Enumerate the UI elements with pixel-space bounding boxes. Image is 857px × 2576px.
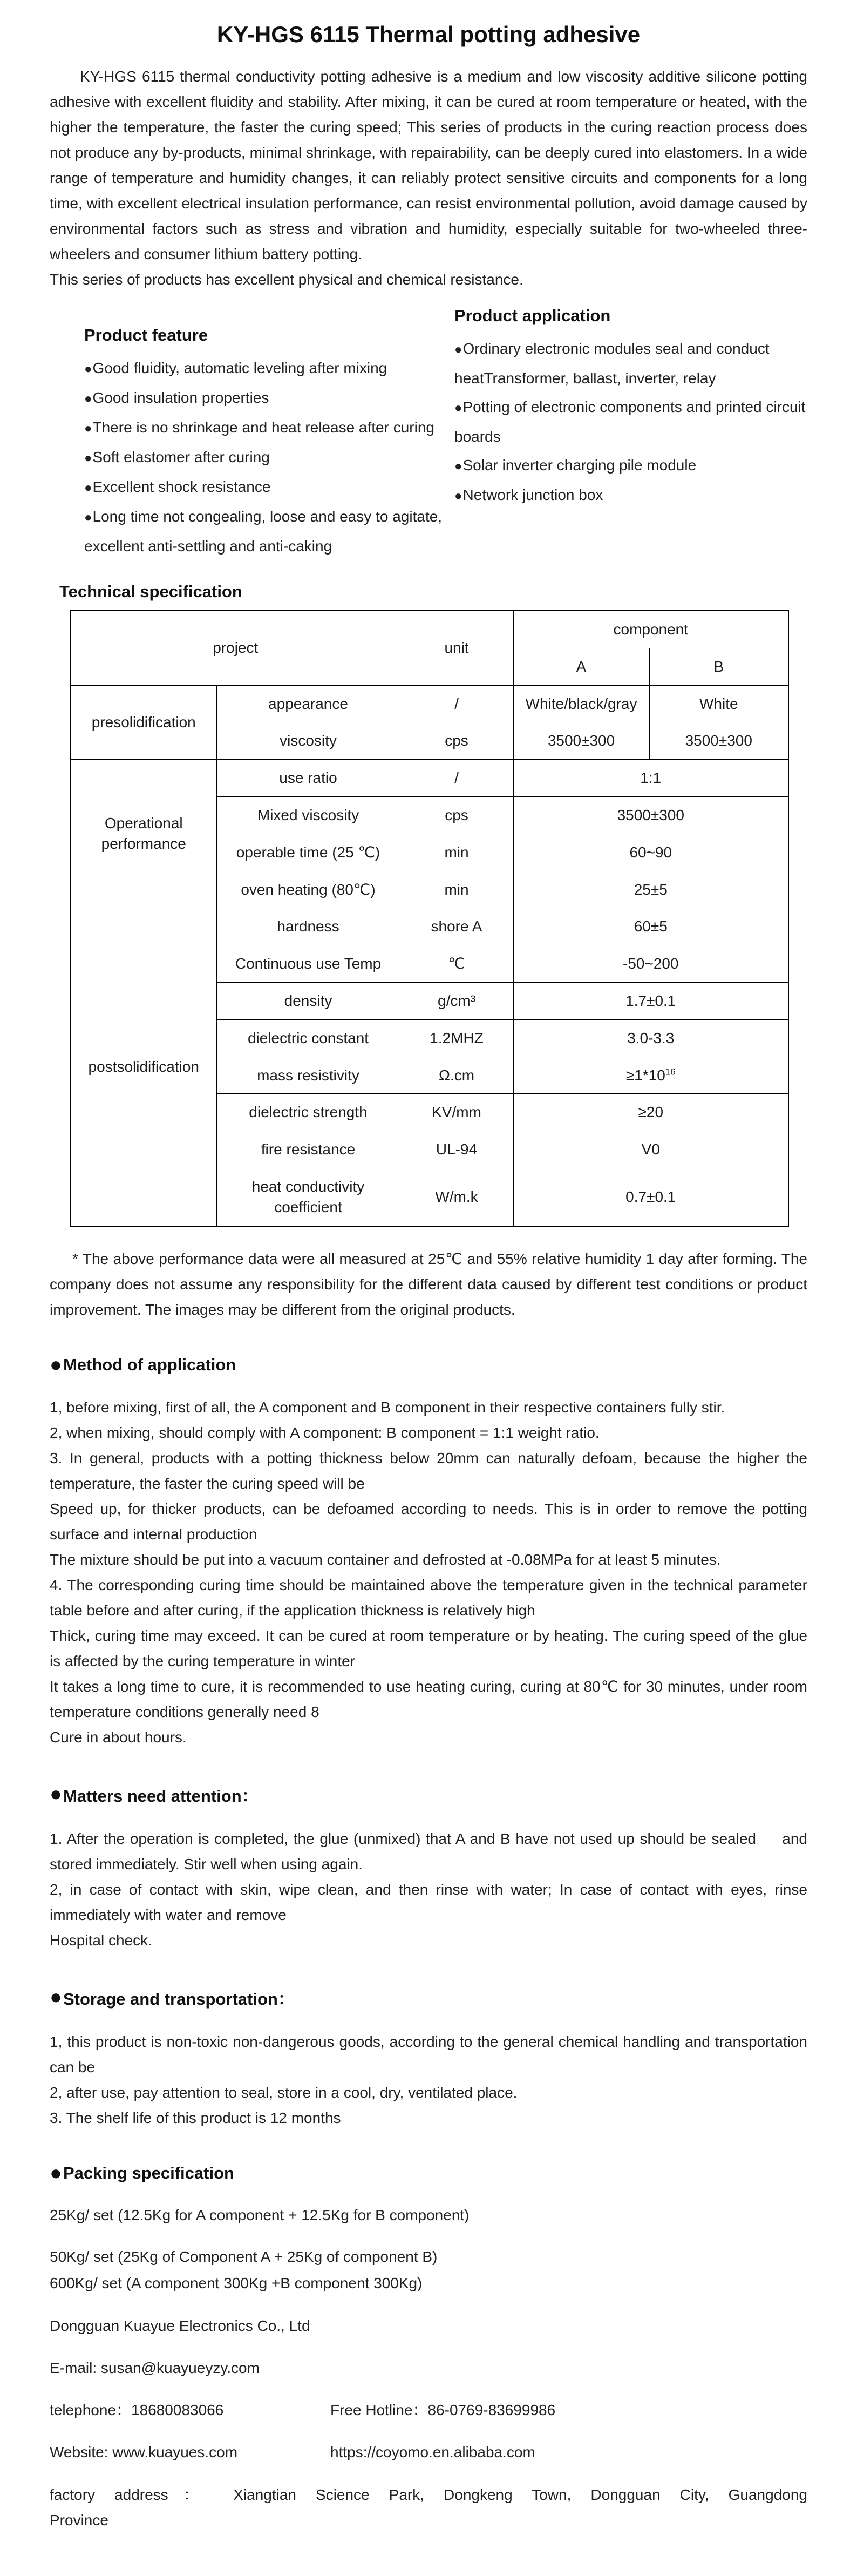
table-row <box>71 760 788 797</box>
packing-item: 50Kg/ set (25Kg of Component A + 25Kg of component B) <box>50 2248 438 2265</box>
bullet-icon: ● <box>84 510 92 525</box>
table-row <box>71 685 788 722</box>
disclaimer-note: * The above performance data were all measured at 25℃ and 55% relative humidity 1 day after forming. The company does not assume any responsibility for the different data caused by different test conditions or product improvement. The images may be different from the original products. <box>50 1250 807 1318</box>
spec-value-cell <box>513 1057 788 1094</box>
spec-param-cell: density <box>216 982 400 1019</box>
product-feature-list <box>84 354 454 560</box>
attention-section-body <box>50 1826 812 1953</box>
bullet-icon: ● <box>84 391 92 406</box>
spec-value-a-cell: White/black/gray <box>513 685 649 722</box>
spec-param-cell: Continuous use Temp <box>216 945 400 983</box>
spec-value-cell: V0 <box>513 1131 788 1168</box>
section-bullet-icon: ● <box>50 2161 62 2185</box>
spec-unit-cell: Ω.cm <box>400 1057 513 1094</box>
method-section-body <box>50 1395 807 1750</box>
method-paragraph: The mixture should be put into a vacuum container and defrosted at -0.08MPa for at least 5 minutes. <box>50 1551 721 1568</box>
spec-param-cell: operable time (25 ℃) <box>216 834 400 871</box>
technical-specification-table <box>70 610 789 1227</box>
spec-value-cell: 1:1 <box>513 760 788 797</box>
spec-header-a: A <box>513 648 649 685</box>
spec-value-cell: ≥20 <box>513 1094 788 1131</box>
feature-list-item <box>84 443 454 472</box>
application-item-label: Solar inverter charging pile module <box>462 457 697 474</box>
spec-value-cell: -50~200 <box>513 945 788 983</box>
storage-paragraph: 3. The shelf life of this product is 12 months <box>50 2109 341 2126</box>
spec-param-cell: mass resistivity <box>216 1057 400 1094</box>
spec-value-a-cell: 3500±300 <box>513 722 649 760</box>
spec-param-cell: dielectric strength <box>216 1094 400 1131</box>
storage-paragraph: 2, after use, pay attention to seal, store in a cool, dry, ventilated place. <box>50 2084 518 2101</box>
spec-value-cell: 3.0-3.3 <box>513 1019 788 1057</box>
spec-param-cell: hardness <box>216 908 400 945</box>
spec-unit-cell: cps <box>400 722 513 760</box>
spec-value-cell: 3500±300 <box>513 796 788 834</box>
telephone-line <box>50 2398 807 2423</box>
factory-address-line1: factory address： Xiangtian Science Park, Dongkeng Town, Dongguan City, Guangdong <box>50 2486 807 2503</box>
spec-unit-cell: ℃ <box>400 945 513 983</box>
spec-value-b-cell: White <box>649 685 788 722</box>
application-list-item <box>454 334 807 393</box>
bullet-icon: ● <box>84 362 92 376</box>
spec-unit-cell: min <box>400 834 513 871</box>
spec-header-project: project <box>71 611 400 685</box>
feature-item-label: Good insulation properties <box>92 389 269 406</box>
table-row <box>71 908 788 945</box>
packing-item: 25Kg/ set (12.5Kg for A component + 12.5Kg for B component) <box>50 2206 470 2223</box>
method-paragraph: It takes a long time to cure, it is recommended to use heating curing, curing at 80℃ for 30 minutes, under room temperature conditions generally need 8 <box>50 1678 807 1720</box>
spec-category-cell: Operational performance <box>71 760 216 908</box>
email-line: E-mail: susan@kuayueyzy.com <box>50 2359 260 2376</box>
feature-item-label: Soft elastomer after curing <box>92 449 270 465</box>
spec-unit-cell: 1.2MHZ <box>400 1019 513 1057</box>
telephone-number: telephone：18680083066 <box>50 2401 224 2418</box>
storage-paragraph: 1, this product is non-toxic non-dangerous goods, according to the general chemical handling and transportation can be <box>50 2033 807 2075</box>
website-url: Website: www.kuayues.com <box>50 2443 238 2460</box>
spec-unit-cell: g/cm³ <box>400 982 513 1019</box>
application-item-label: Potting of electronic components and printed circuit boards <box>454 398 806 445</box>
attention-paragraph: 2, in case of contact with skin, wipe clean, and then rinse with water; In case of contact with eyes, rinse immediately with water and remove <box>50 1881 807 1923</box>
product-feature-column <box>50 306 454 560</box>
method-paragraph: 4. The corresponding curing time should be maintained above the temperature given in the technical parameter table before and after curing, if the application thickness is relatively high <box>50 1576 807 1619</box>
attention-paragraph: 1. After the operation is completed, the glue (unmixed) that A and B have not used up should be sealed and stored immediately. Stir well when using again. <box>50 1830 812 1872</box>
company-name: Dongguan Kuayue Electronics Co., Ltd <box>50 2317 310 2334</box>
bullet-icon: ● <box>84 421 92 436</box>
bullet-icon: ● <box>454 342 462 357</box>
packing-list <box>50 2202 807 2296</box>
section-bullet-icon: ● <box>50 1783 62 1806</box>
feature-list-item <box>84 354 454 383</box>
storage-section-body <box>50 2029 807 2131</box>
spec-param-cell: fire resistance <box>216 1131 400 1168</box>
method-paragraph: 1, before mixing, first of all, the A component and B component in their respective containers fully stir. <box>50 1398 725 1416</box>
feature-item-label: Good fluidity, automatic leveling after mixing <box>92 360 387 376</box>
section-bullet-icon: ● <box>50 1986 62 2009</box>
application-item-label: Ordinary electronic modules seal and conduct heatTransformer, ballast, inverter, relay <box>454 340 770 387</box>
spec-category-cell: postsolidification <box>71 908 216 1226</box>
technical-specification-heading: Technical specification <box>59 582 242 601</box>
attention-heading-label: Matters need attention： <box>63 1786 259 1806</box>
method-paragraph: Speed up, for thicker products, can be defoamed according to needs. This is in order to remove the potting surface and internal production <box>50 1500 807 1543</box>
attention-paragraph: Hospital check. <box>50 1931 152 1949</box>
spec-param-cell: heat conductivity coefficient <box>216 1168 400 1226</box>
feature-item-label: There is no shrinkage and heat release after curing <box>92 419 434 436</box>
spec-header-b: B <box>649 648 788 685</box>
mass-resistivity-value: ≥1*10 <box>625 1066 665 1084</box>
feature-list-item <box>84 502 454 560</box>
bullet-icon: ● <box>84 451 92 465</box>
spec-param-cell: Mixed viscosity <box>216 796 400 834</box>
method-paragraph: Thick, curing time may exceed. It can be cured at room temperature or by heating. The curing speed of the glue is affected by the curing temperature in winter <box>50 1627 807 1669</box>
page-title: KY-HGS 6115 Thermal potting adhesive <box>216 22 641 47</box>
storage-section-heading <box>50 1985 807 2010</box>
spec-unit-cell: UL-94 <box>400 1131 513 1168</box>
spec-param-cell: use ratio <box>216 760 400 797</box>
feature-list-item <box>84 413 454 443</box>
spec-unit-cell: / <box>400 760 513 797</box>
spec-param-cell: viscosity <box>216 722 400 760</box>
method-heading-label: Method of application <box>63 1355 236 1374</box>
bullet-icon: ● <box>454 459 462 474</box>
method-paragraph: 3. In general, products with a potting thickness below 20mm can naturally defoam, because the higher the temperature, the faster the curing speed will be <box>50 1449 807 1492</box>
spec-value-cell: 25±5 <box>513 871 788 908</box>
product-application-column <box>454 306 807 560</box>
product-feature-heading: Product feature <box>84 326 208 344</box>
spec-value-cell: 60±5 <box>513 908 788 945</box>
packing-section-heading <box>50 2163 807 2183</box>
spec-unit-cell: min <box>400 871 513 908</box>
attention-section-heading <box>50 1782 807 1807</box>
intro-paragraph: KY-HGS 6115 thermal conductivity potting adhesive is a medium and low viscosity additive silicone potting adhesive with excellent fluidity and stability. After mixing, it can be cured at room temperature or heated, with the higher the temperature, the faster the curing speed; This series of products in the curing reaction process does not produce any by-products, minimal shrinkage, with repairability, can be deeply cured into elastomers. In a wide range of temperature and humidity changes, it can reliably protect sensitive circuits and components for a long time, with excellent electrical insulation performance, can resist environmental pollution, avoid damage caused by environmental factors such as stress and vibration and humidity, especially suitable for two-wheeled three-wheelers and consumer lithium battery potting. <box>50 68 807 262</box>
application-list-item <box>454 393 807 451</box>
method-paragraph: 2, when mixing, should comply with A component: B component = 1:1 weight ratio. <box>50 1424 600 1441</box>
free-hotline-number: Free Hotline：86-0769-83699986 <box>330 2401 556 2418</box>
product-application-list <box>454 334 807 510</box>
method-paragraph: Cure in about hours. <box>50 1728 187 1746</box>
spec-unit-cell: KV/mm <box>400 1094 513 1131</box>
intro-paragraph-2: This series of products has excellent physical and chemical resistance. <box>50 271 523 288</box>
method-section-heading <box>50 1355 807 1375</box>
spec-value-cell: 0.7±0.1 <box>513 1168 788 1226</box>
packing-heading-label: Packing specification <box>63 2163 234 2182</box>
feature-item-label: Excellent shock resistance <box>92 478 271 495</box>
spec-header-component: component <box>513 611 788 648</box>
website-line <box>50 2440 807 2465</box>
spec-param-cell: dielectric constant <box>216 1019 400 1057</box>
feature-list-item <box>84 383 454 413</box>
application-list-item <box>454 451 807 481</box>
spec-category-cell: presolidification <box>71 685 216 760</box>
spec-unit-cell: W/m.k <box>400 1168 513 1226</box>
feature-item-label: Long time not congealing, loose and easy to agitate, excellent anti-settling and anti-caking <box>84 508 443 555</box>
product-application-heading: Product application <box>454 306 611 325</box>
spec-unit-cell: cps <box>400 796 513 834</box>
storage-heading-label: Storage and transportation： <box>63 1989 295 2009</box>
bullet-icon: ● <box>454 401 462 415</box>
mass-resistivity-exponent: 16 <box>665 1066 676 1077</box>
feature-application-columns <box>50 306 807 560</box>
packing-item: 600Kg/ set (A component 300Kg +B component 300Kg) <box>50 2274 423 2291</box>
section-bullet-icon: ● <box>50 1353 62 1376</box>
feature-list-item <box>84 472 454 502</box>
spec-param-cell: oven heating (80℃) <box>216 871 400 908</box>
spec-value-b-cell: 3500±300 <box>649 722 788 760</box>
bullet-icon: ● <box>454 489 462 503</box>
spec-header-row <box>71 611 788 648</box>
spec-param-cell: appearance <box>216 685 400 722</box>
factory-address-line2: Province <box>50 2511 108 2528</box>
spec-unit-cell: / <box>400 685 513 722</box>
alibaba-url: https://coyomo.en.alibaba.com <box>330 2443 535 2460</box>
spec-header-unit: unit <box>400 611 513 685</box>
spec-unit-cell: shore A <box>400 908 513 945</box>
spec-value-cell: 60~90 <box>513 834 788 871</box>
spec-value-cell: 1.7±0.1 <box>513 982 788 1019</box>
application-list-item <box>454 481 807 510</box>
application-item-label: Network junction box <box>462 486 603 503</box>
bullet-icon: ● <box>84 481 92 495</box>
